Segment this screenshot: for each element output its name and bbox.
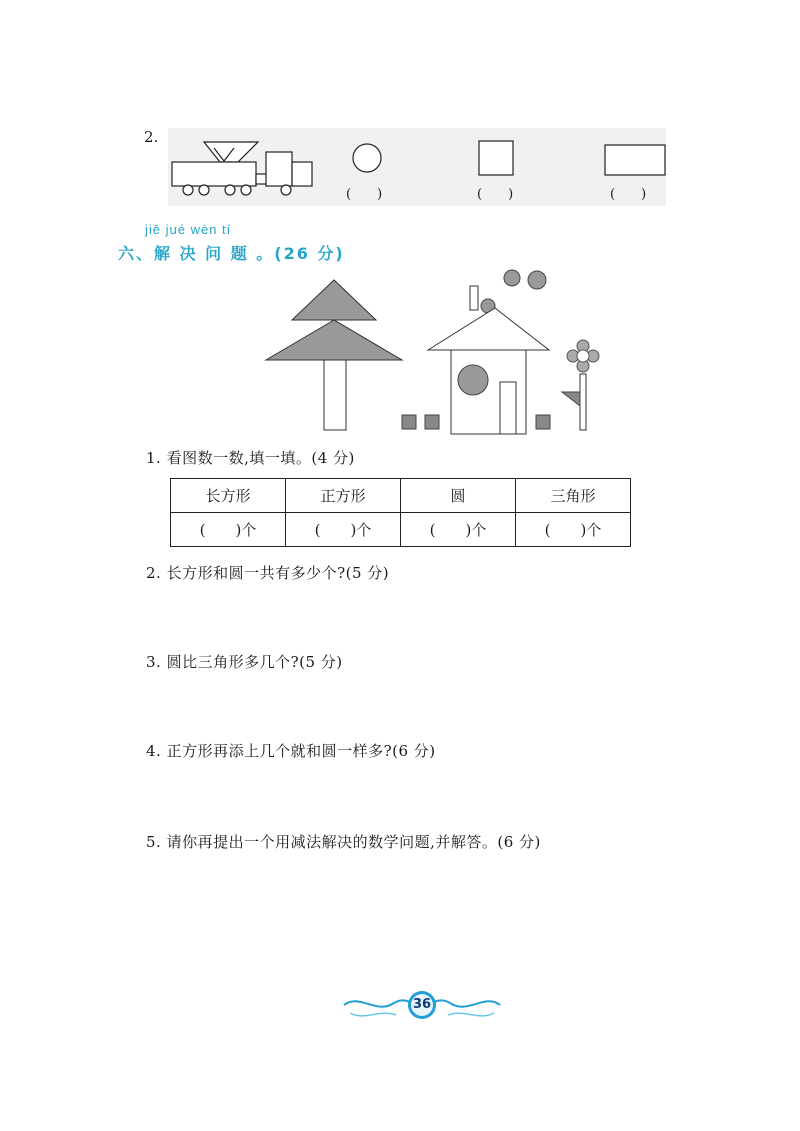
square-block [536, 415, 550, 429]
count-table [170, 478, 631, 547]
smoke-circle [504, 270, 520, 286]
blank-rectangle[interactable]: ( ) [610, 187, 647, 202]
answer-square-count[interactable]: ( )个 [286, 513, 401, 547]
house-roof [428, 308, 549, 350]
train-wheel [183, 185, 193, 195]
shape-strip-drawing [168, 128, 666, 206]
scene-drawing [262, 266, 612, 438]
square-block [425, 415, 439, 429]
header-rectangle: 长方形 [171, 479, 286, 513]
section-pinyin: jiě jué wèn tí [145, 222, 232, 237]
header-square: 正方形 [286, 479, 401, 513]
page-footer [340, 985, 504, 1027]
blank-circle[interactable]: ( ) [346, 187, 383, 202]
section-title: 六、解 决 问 题 。(26 分) [118, 244, 345, 263]
answer-circle-count[interactable]: ( )个 [401, 513, 516, 547]
tree-top-triangle [292, 280, 376, 320]
smoke-circle [528, 271, 546, 289]
question-5: 5. 请你再提出一个用减法解决的数学问题,并解答。(6 分) [146, 833, 541, 851]
square-shape [479, 141, 513, 175]
question-3: 3. 圆比三角形多几个?(5 分) [146, 653, 343, 671]
page-number: 36 [412, 997, 432, 1012]
shape-strip [168, 128, 666, 206]
flower-stem [580, 374, 586, 430]
question-4: 4. 正方形再添上几个就和圆一样多?(6 分) [146, 742, 436, 760]
table-answer-row [171, 513, 631, 547]
tree-trunk [324, 360, 346, 430]
table-header-row [171, 479, 631, 513]
train-wheel [241, 185, 251, 195]
tree-bottom-triangle [266, 320, 402, 360]
house-window-circle [458, 365, 488, 395]
train-picture [172, 142, 312, 195]
answer-rectangle-count[interactable]: ( )个 [171, 513, 286, 547]
shape-question-number: 2. [144, 128, 159, 146]
house-door [500, 382, 516, 434]
question-2: 2. 长方形和圆一共有多少个?(5 分) [146, 564, 390, 582]
flower-center [577, 350, 589, 362]
circle-shape [353, 144, 381, 172]
rectangle-shape [605, 145, 665, 175]
flower-leaf [562, 392, 580, 406]
train-wheel [199, 185, 209, 195]
scene-picture [262, 266, 612, 438]
chimney [470, 286, 478, 310]
square-block [402, 415, 416, 429]
train-engine-front [292, 162, 312, 186]
question-1: 1. 看图数一数,填一填。(4 分) [146, 449, 355, 467]
header-circle: 圆 [401, 479, 516, 513]
train-wheel [281, 185, 291, 195]
answer-triangle-count[interactable]: ( )个 [516, 513, 631, 547]
train-wheel [225, 185, 235, 195]
train-car-rect [172, 162, 256, 186]
train-engine-cab [266, 152, 292, 186]
header-triangle: 三角形 [516, 479, 631, 513]
blank-square[interactable]: ( ) [477, 187, 514, 202]
